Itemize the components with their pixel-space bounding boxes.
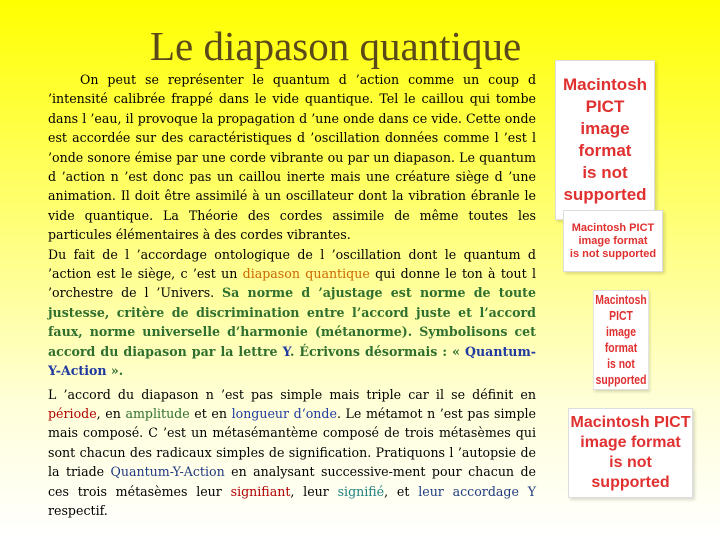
- p3-text-a: L ’accord du diapason n ’est pas simple mais triple car il se définit en: [48, 386, 536, 402]
- p3-text-d: . Le métamot n ’est pas simple mais composé. C ’est un métasémantème composé de trois métasèmes qui sont chacun des radicaux simples de signification. Pratiquons l ’autopsie de la triade: [48, 405, 536, 480]
- placeholder-line: Macintosh PICT: [595, 292, 647, 323]
- placeholder-line: is not supported: [563, 163, 647, 204]
- p3-text-f: , leur: [290, 483, 338, 499]
- p3-text-c: et en: [189, 405, 232, 421]
- quantum-y-action-term-2: Quantum-Y-Action: [110, 464, 225, 480]
- p2-text-b: qui donne le ton à tout l ’orchestre de l ’Univers.: [48, 266, 536, 301]
- placeholder-line: image format: [578, 119, 632, 160]
- unsupported-image-placeholder-3: [593, 290, 649, 390]
- p3-text-h: respectif.: [48, 502, 108, 518]
- signifiant-term: signifiant: [230, 483, 291, 499]
- longueur-onde-term: longueur d‘onde: [231, 405, 337, 421]
- p3-text-e: en analysant successive-ment pour chacun de ces trois métasèmes leur: [48, 464, 536, 499]
- placeholder-line: image format: [578, 234, 648, 247]
- paragraph-2: [48, 245, 536, 381]
- p2-text-a: Du fait de l ’accordage ontologique de l ’oscillation dont le quantum d ’action est le siège, c ’est un: [48, 246, 536, 282]
- signifie-term: signifié: [337, 483, 385, 499]
- placeholder-line: image format: [580, 434, 681, 451]
- norme-text: Sa norme d ’ajustage est norme de toute justesse, critère de discrimination entre l’accord juste et l’accord faux, norme universelle d’harmonie (métanorme). Symbolisons cet accord du diapason par la lettre: [48, 285, 536, 359]
- unsupported-image-placeholder-2: [563, 210, 663, 272]
- quantum-y-action-term: Quantum-Y-Action: [48, 343, 537, 379]
- placeholder-line: image format: [604, 324, 638, 355]
- placeholder-line: is not supported: [591, 454, 670, 491]
- placeholder-line: Macintosh PICT: [562, 75, 648, 116]
- placeholder-line: Macintosh PICT: [571, 221, 655, 234]
- accordage-term: leur accordage Y: [418, 483, 537, 499]
- periode-term: période: [48, 405, 97, 421]
- p2-text-c: . Écrivons désormais : «: [289, 343, 466, 359]
- diapason-quantique-term: diapason quantique: [242, 266, 370, 282]
- placeholder-line: Macintosh PICT: [570, 414, 691, 431]
- paragraph-1: On peut se représenter le quantum d ’action comme un coup d ’intensité calibrée frappé dans le vide quantique. Tel le caillou qui tombe dans l ’eau, il provoque la propagation d ’une onde dans ce vide. Cette onde est accordée sur des caractéristiques d ’oscillation données comme l ’est l ’onde sonore émise par une corde vibrante ou par un diapason. Le quantum d ’action n ’est donc pas un caillou inerte mais une créature siège d ’une animation. Il doit être assimilé à un oscillateur dont la vibration ébranle le vide quantique. La Théorie des cordes assimile de même toutes les particules élémentaires à des cordes vibrantes.: [48, 72, 536, 243]
- p2-text-d: ».: [106, 363, 124, 379]
- page-title: Le diapason quantique: [150, 23, 522, 69]
- placeholder-line: is not supported: [595, 356, 647, 387]
- body-text: [48, 70, 536, 520]
- p3-text-b: , en: [96, 405, 126, 421]
- unsupported-image-placeholder-1: [555, 60, 655, 220]
- unsupported-image-placeholder-4: [568, 408, 693, 498]
- amplitude-term: amplitude: [125, 405, 190, 421]
- p3-text-g: , et: [384, 483, 419, 499]
- paragraph-3: [48, 385, 536, 521]
- letter-y: Y: [282, 343, 290, 359]
- placeholder-line: is not supported: [569, 247, 657, 260]
